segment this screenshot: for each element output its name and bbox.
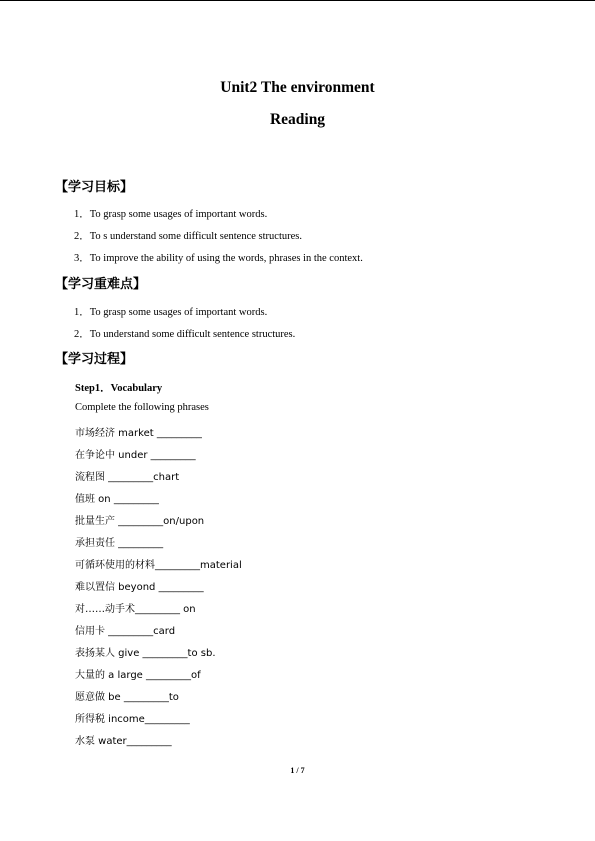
page-number: 1 / 7 [290,766,305,775]
top-border-line [0,0,595,1]
phrase-item: 大量的 a large _________of [75,670,201,681]
document-title: Unit2 The environment [220,79,375,96]
phrase-item: 承担责任 _________ [75,538,164,549]
objective-item: 2．To s understand some difficult sentence structures. [74,231,302,242]
key-points-heading: 【学习重难点】 [55,277,147,292]
objective-item: 1．To grasp some usages of important words. [74,209,268,220]
phrase-item: 可循环使用的材料_________material [75,560,242,571]
step-instruction: Complete the following phrases [75,402,209,413]
phrase-item: 水泵 water_________ [75,736,172,747]
objective-item: 3．To improve the ability of using the words, phrases in the context. [74,253,363,264]
phrase-item: 对……动手术_________ on [75,604,196,615]
phrase-item: 信用卡 _________card [75,626,176,637]
key-point-item: 2．To understand some difficult sentence structures. [74,329,296,340]
phrase-item: 难以置信 beyond _________ [75,582,204,593]
process-heading: 【学习过程】 [55,352,134,367]
phrase-item: 所得税 income_________ [75,714,190,725]
phrase-item: 愿意做 be _________to [75,692,179,703]
step-title: Step1．Vocabulary [75,383,163,394]
phrase-item: 表扬某人 give _________to sb. [75,648,216,659]
phrase-item: 在争论中 under _________ [75,450,196,461]
objectives-heading: 【学习目标】 [55,180,134,195]
key-point-item: 1．To grasp some usages of important words. [74,307,268,318]
phrase-item: 批量生产 _________on/upon [75,516,205,527]
document-subtitle: Reading [269,111,326,128]
phrase-item: 市场经济 market _________ [75,428,202,439]
phrase-item: 值班 on _________ [75,494,159,505]
phrase-item: 流程图 _________chart [75,472,180,483]
